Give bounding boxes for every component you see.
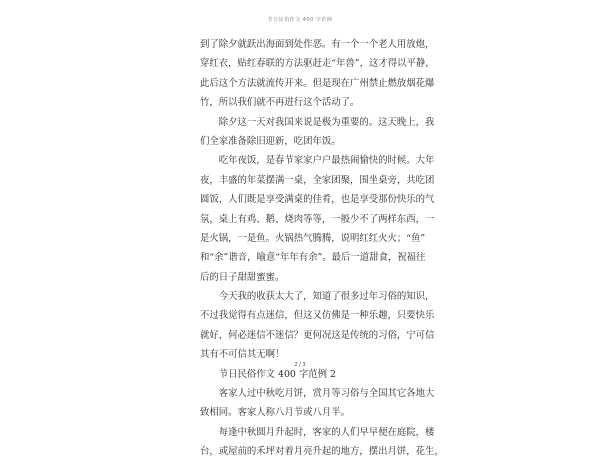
text-line: 吃年夜饭，是春节家家户户最热闹愉快的时候。大年 — [200, 155, 435, 167]
text-line: 们全家准备除旧迎新，吃团年饭。 — [200, 135, 341, 147]
text-line: 致相同。客家人称八月节或八月半。 — [200, 407, 351, 419]
document-body — [200, 35, 444, 462]
page-number: 2 / 3 — [294, 362, 306, 368]
text-line: 圆饭，人们既是享受满桌的佳肴，也是享受那份快乐的气 — [200, 194, 435, 206]
text-line: 其有不可信其无啊！ — [200, 349, 285, 361]
text-line: 每逢中秋圆月升起时，客家的人们早早便在庭院，楼 — [200, 426, 435, 438]
text-line: 此后这个方法就流传开来。但是现在广州禁止燃放烟花爆 — [200, 77, 435, 89]
text-line: 除夕这一天对我国来说是极为重要的。这天晚上，我 — [200, 116, 435, 128]
text-line: 就好，何必迷信不迷信？更何况这是传统的习俗，宁可信 — [200, 329, 435, 341]
text-line: 和“余”谐音，喻意“年年有余”。最后一道甜食，祝福往 — [200, 252, 426, 264]
text-line: 客家人过中秋吃月饼，赏月等习俗与全国其它各地大 — [200, 388, 435, 400]
text-line: 夜，丰盛的年菜摆满一桌，全家团聚，围坐桌旁，共吃团 — [200, 174, 435, 186]
text-line: 节日民俗作文 400 字范例 2 — [200, 368, 336, 380]
text-line: 今天我的收获太大了，知道了很多过年习俗的知识， — [200, 291, 435, 303]
text-line: 是火锅，一是鱼。火锅热气腾腾，说明红红火火；“鱼” — [200, 232, 426, 244]
page-header: 节日民俗作文 400 字范例 — [267, 17, 333, 23]
text-line: 台，或屋前的禾坪对着月亮升起的地方，摆出月饼，花生， — [200, 446, 444, 458]
text-line: 后的日子甜甜蜜蜜。 — [200, 271, 285, 283]
text-line: 到了除夕就跃出海面到处作恶。有一个一个老人用放炮， — [200, 39, 435, 50]
text-line: 竹，所以我们就不再进行这个活动了。 — [200, 97, 360, 109]
text-line: 不过我觉得有点迷信，但这又仿佛是一种乐趣，只要快乐 — [200, 310, 435, 322]
text-line: 穿红衣，贴红春联的方法驱赶走“年兽”，这才得以平静， — [200, 58, 435, 70]
text-line: 氛，桌上有鸡、鹅、烧肉等等，一般少不了两样东西，一 — [200, 213, 435, 225]
